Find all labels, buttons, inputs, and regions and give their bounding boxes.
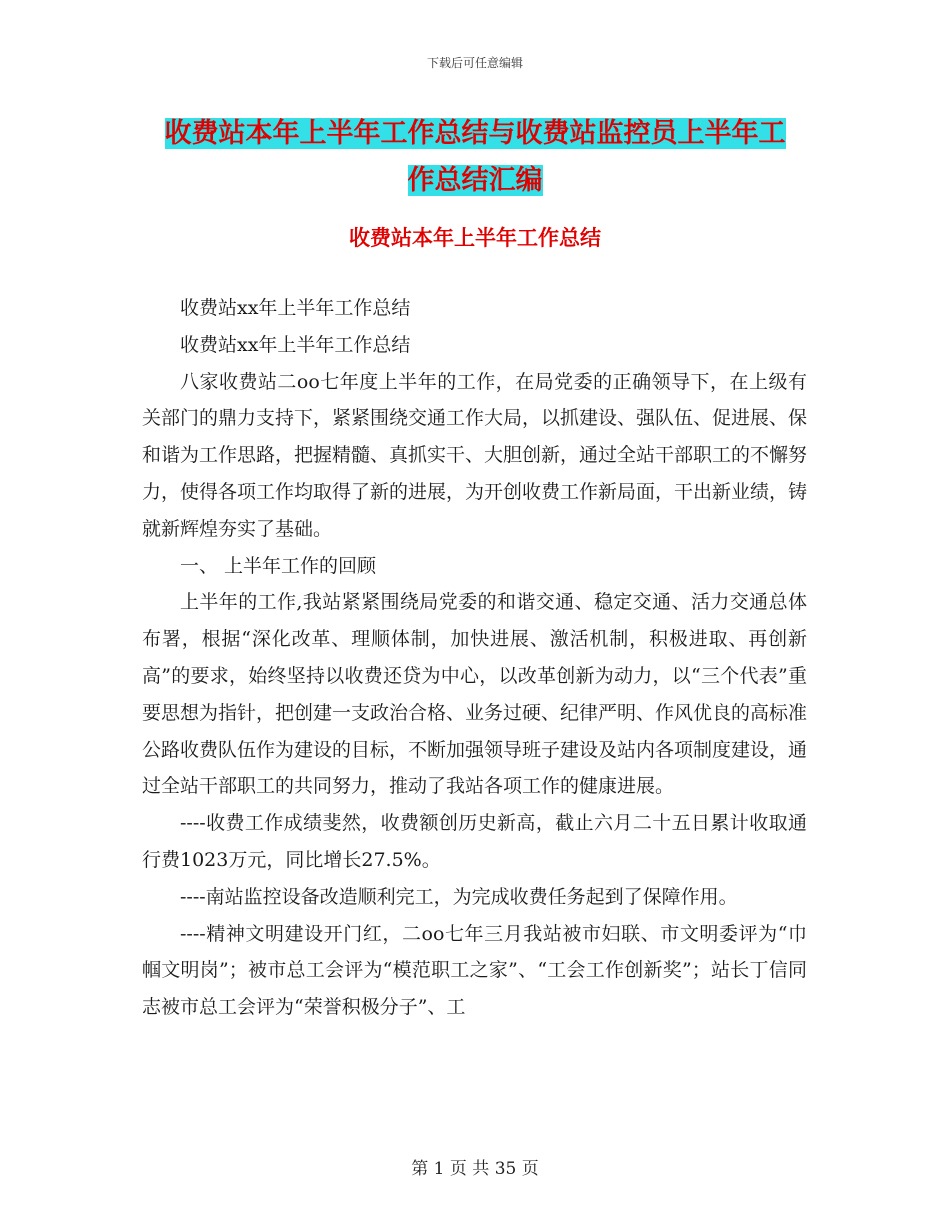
title-line-1: 收费站本年上半年工作总结与收费站监控员上半年工 [164, 118, 786, 149]
title-line-2: 作总结汇编 [407, 165, 543, 196]
paragraph: 收费站xx年上半年工作总结 [180, 333, 411, 356]
paragraph: ----精神文明建设开门红，二oo七年三月我站被市妇联、市文明委评为“巾帼文明岗”；被市总工会评为“模范职工之家”、“工会工作创新奖”；站长丁信同志被市总工会评为“荣誉积极分子”、工 [142, 922, 807, 1019]
paragraph: 上半年的工作,我站紧紧围绕局党委的和谐交通、稳定交通、活力交通总体布署，根据“深化改革、理顺体制，加快进展、激活机制，积极进取、再创新高”的要求，始终坚持以收费还贷为中心，以改革创新为动力，以“三个代表”重要思想为指针，把创建一支政治合格、业务过硬、纪律严明、作风优良的高标准公路收费队伍作为建设的目标，不断加强领导班子建设及站内各项制度建设，通过全站干部职工的共同努力，推动了我站各项工作的健康进展。 [142, 591, 808, 798]
paragraph: ----南站监控设备改造顺利完工，为完成收费任务起到了保障作用。 [180, 885, 738, 908]
page-header: 下载后可任意编辑 [426, 56, 523, 70]
paragraph: ----收费工作成绩斐然，收费额创历史新高，截止六月二十五日累计收取通行费1023万元，同比增长27.5%。 [142, 812, 807, 871]
paragraph: 收费站xx年上半年工作总结 [180, 297, 411, 319]
body-text [142, 290, 807, 1026]
page-footer: 第 1 页 共 35 页 [411, 1159, 539, 1179]
paragraph: 一、 上半年工作的回顾 [180, 554, 377, 577]
paragraph: 八家收费站二oo七年度上半年的工作，在局党委的正确领导下，在上级有关部门的鼎力支持下，紧紧围绕交通工作大局，以抓建设、强队伍、促进展、保和谐为工作思路，把握精髓、真抓实干、大胆创新，通过全站干部职工的不懈努力，使得各项工作均取得了新的进展，为开创收费工作新局面，干出新业绩，铸就新辉煌夯实了基础。 [142, 370, 808, 540]
document-title [140, 110, 810, 204]
section-title: 收费站本年上半年工作总结 [349, 226, 601, 250]
